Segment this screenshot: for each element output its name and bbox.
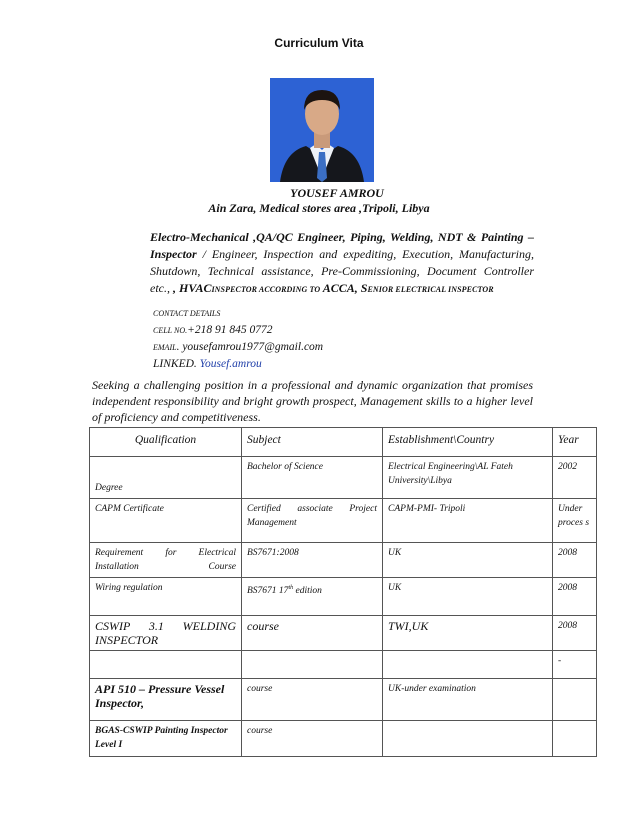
table-row	[90, 543, 597, 578]
cell-subject: course	[242, 721, 383, 757]
contact-cell	[153, 322, 323, 339]
cell-subject: Bachelor of Science	[242, 457, 383, 499]
header-year: Year	[553, 428, 597, 457]
cell-establishment: UK	[383, 543, 553, 578]
cell-qualification: Wiring regulation	[90, 578, 242, 616]
cell-establishment	[383, 651, 553, 679]
cell-subject	[242, 651, 383, 679]
cell-year: Under proces s	[553, 499, 597, 543]
cell-value: +218 91 845 0772	[187, 324, 273, 336]
cell-qualification: CAPM Certificate	[90, 499, 242, 543]
cell-establishment: UK	[383, 578, 553, 616]
cell-subject: BS7671:2008	[242, 543, 383, 578]
cell-label: CELL NO.	[153, 326, 188, 335]
table-row	[90, 616, 597, 651]
cell-qualification: API 510 – Pressure Vessel Inspector,	[90, 679, 242, 721]
contact-details	[153, 306, 323, 372]
table-row	[90, 651, 597, 679]
contact-email: EMAIL. yousefamrou1977@gmail.com	[153, 341, 324, 353]
cell-subject	[242, 578, 383, 616]
table-header-row	[90, 428, 597, 457]
email-label: EMAIL	[153, 343, 177, 352]
cell-year	[553, 721, 597, 757]
cell-establishment	[383, 721, 553, 757]
cell-year: 2008	[553, 616, 597, 651]
cell-establishment: Electrical Engineering\AL Fateh University\Libya	[383, 457, 553, 499]
cell-qualification: BGAS-CSWIP Painting Inspector Level I	[90, 721, 242, 757]
cell-establishment: CAPM-PMI- Tripoli	[383, 499, 553, 543]
qualifications-table	[89, 427, 597, 757]
header-qualification: Qualification	[90, 428, 242, 457]
header-establishment: Establishment\Country	[383, 428, 553, 457]
cell-qualification: Requirement for Electrical Installation Course	[90, 543, 242, 578]
cell-year	[553, 679, 597, 721]
portrait-icon	[270, 78, 374, 182]
table-row	[90, 721, 597, 757]
subject-standard: BS7671 17	[247, 586, 289, 597]
cell-subject: Certified associate Project Management	[242, 499, 383, 543]
cell-establishment: TWI,UK	[383, 616, 553, 651]
cell-subject: course	[242, 616, 383, 651]
cell-subject: course	[242, 679, 383, 721]
cell-year: 2002	[553, 457, 597, 499]
header-subject: Subject	[242, 428, 383, 457]
summary-senior-inspector: ENIOR ELECTRICAL INSPECTOR	[367, 285, 494, 294]
table-row	[90, 457, 597, 499]
cell-year: -	[553, 651, 597, 679]
cell-qualification: CSWIP 3.1 WELDING INSPECTOR	[90, 616, 242, 651]
table-row	[90, 679, 597, 721]
summary-hvac: , HVAC	[173, 281, 212, 295]
cell-year: 2008	[553, 578, 597, 616]
person-name: YOUSEF AMROU	[290, 186, 384, 200]
person-address: Ain Zara, Medical stores area ,Tripoli, Libya	[208, 201, 430, 215]
cell-establishment: UK-under examination	[383, 679, 553, 721]
cell-qualification: Degree	[90, 457, 242, 499]
subject-edition: edition	[293, 586, 322, 597]
contact-linked	[153, 356, 323, 372]
cell-qualification	[90, 651, 242, 679]
email-value[interactable]: yousefamrou1977@gmail.com	[182, 341, 324, 353]
summary-hvac-inspector: INSPECTOR ACCORDING TO	[211, 285, 321, 294]
portrait-photo	[270, 78, 374, 182]
cell-year: 2008	[553, 543, 597, 578]
table-row	[90, 499, 597, 543]
career-objective: Seeking a challenging position in a professional and dynamic organization that promises independent responsibility and bright growth prospect, Management skills to a higher level of proficiency and competitiveness.	[92, 378, 533, 424]
table-row	[90, 578, 597, 616]
summary-roles: Electro-Mechanical ,QA/QC Engineer, Piping, Welding, NDT & Painting – Inspector	[150, 230, 534, 261]
summary-details: / Engineer, Inspection and expediting, Execution, Manufacturing, Shutdown, Technical assistance, Pre-Commissioning, Document Controller etc.,	[150, 247, 534, 295]
subject-superscript: th	[288, 585, 294, 591]
linked-label: LINKED.	[153, 358, 197, 370]
document-title: Curriculum Vita	[274, 36, 364, 50]
professional-summary	[150, 229, 534, 298]
linked-value[interactable]: Yousef.amrou	[199, 358, 262, 370]
contact-heading: CONTACT DETAILS	[153, 309, 221, 318]
summary-acca: ACCA, S	[320, 281, 368, 295]
